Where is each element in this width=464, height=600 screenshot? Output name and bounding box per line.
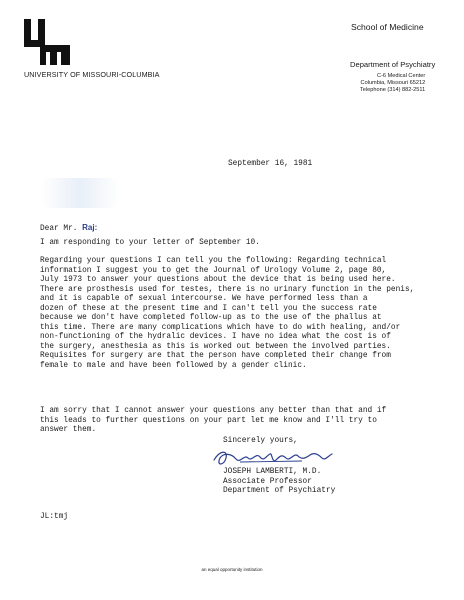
signer-department: Department of Psychiatry — [223, 487, 336, 495]
body-paragraph — [40, 257, 414, 371]
address-line: Columbia, Missouri 65212 — [360, 80, 426, 87]
handwritten-signature — [210, 446, 340, 470]
signature-block — [223, 468, 335, 497]
department-name: Department of Psychiatry — [350, 60, 436, 69]
body-line: and it is capable of sexual intercourse. We have performed less than a — [40, 295, 368, 303]
body-line: July 1973 to answer your questions about the device that is being used here. — [40, 276, 396, 284]
school-name: School of Medicine — [351, 22, 424, 32]
body-line: Requisites for surgery are that the person have completed their change from — [40, 352, 391, 360]
opening-paragraph: I am responding to your letter of September 10. — [40, 239, 260, 247]
faded-mark — [40, 178, 120, 208]
body-line: this time. There are many complications which have to do with healing, and/or — [40, 323, 401, 332]
complimentary-close: Sincerely yours, — [223, 437, 298, 445]
closing-line: I am sorry that I cannot answer your questions any better than that and if — [40, 407, 387, 415]
department-address — [360, 73, 425, 95]
body-line: information I suggest you to get the Journal of Urology Volume 2, page 80, — [40, 266, 387, 275]
typist-initials: JL:tmj — [40, 513, 69, 521]
body-line: Regarding your questions I can tell you the following: Regarding technical — [40, 257, 387, 265]
body-line: female to male and have been followed by a gender clinic. — [40, 361, 307, 370]
closing-line: this leads to further questions on your part let me know and I'll try to — [40, 416, 377, 425]
body-line: non-functioning of the hydralic devices. I have no idea what the cost is of — [40, 333, 391, 341]
address-line: Telephone (314) 882-2511 — [360, 87, 426, 94]
address-line: C-6 Medical Center — [377, 73, 426, 79]
signer-title: Associate Professor — [223, 477, 312, 486]
body-line: the surgery, anesthesia as this is worked out between the involved parties. — [40, 342, 391, 351]
footer-note: an equal opportunity institution — [201, 567, 263, 572]
body-line: dozen of these at the present time and I can't tell you the success rate — [40, 304, 377, 313]
closing-line: answer them. — [40, 426, 97, 434]
body-line: because we don't have completed follow-up as to the use of the phallus at — [40, 314, 382, 322]
body-line: There are prosthesis used for testes, there is no urinary function in the penis, — [40, 285, 415, 294]
recipient-name: Raj: — [82, 223, 98, 232]
signer-name: JOSEPH LAMBERTI, M.D. — [223, 468, 322, 476]
letter-date: September 16, 1981 — [228, 160, 313, 168]
university-name: UNIVERSITY OF MISSOURI-COLUMBIA — [24, 70, 160, 79]
salutation-text: Dear Mr. — [40, 225, 78, 233]
closing-paragraph — [40, 407, 386, 436]
um-monogram-logo — [24, 19, 70, 65]
salutation — [40, 223, 97, 233]
